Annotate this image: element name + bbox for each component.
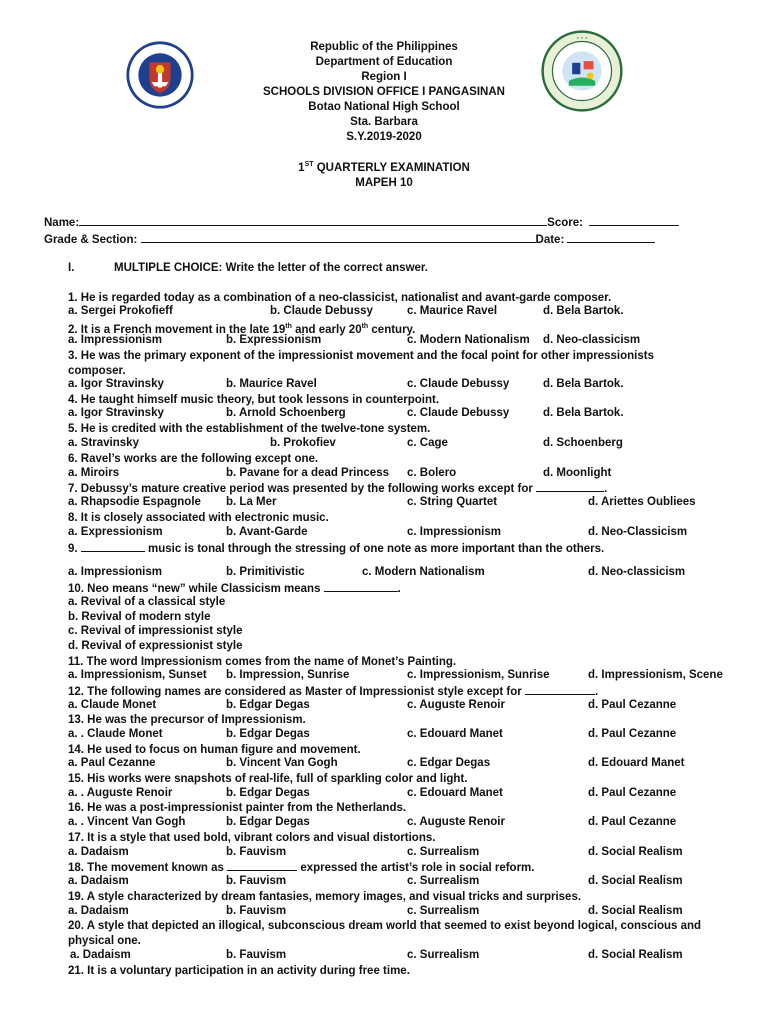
option-a: a. Miroirs (68, 467, 120, 479)
date-label: Date: (535, 234, 565, 246)
question-7-options (68, 496, 728, 511)
question-9-text: 9. (68, 543, 81, 555)
option-c: c. Revival of impressionist style (68, 625, 243, 637)
option-a: a. Impressionism (68, 334, 162, 346)
header-line: Sta. Barbara (350, 116, 418, 128)
option-a: a. . Auguste Renoir (68, 787, 173, 799)
question-18-text: 18. The movement known as (68, 862, 228, 874)
header-line: SCHOOLS DIVISION OFFICE I PANGASINAN (263, 86, 505, 98)
option-b: b. Edgar Degas (226, 699, 310, 711)
option-c: c. Impressionism, Sunrise (407, 669, 550, 681)
option-b: b. La Mer (226, 496, 277, 508)
option-a: a. Revival of a classical style (68, 596, 226, 608)
option-d: d. Bela Bartok. (543, 407, 624, 419)
option-c: c. Edgar Degas (407, 757, 491, 769)
option-c: c. Claude Debussy (407, 407, 510, 419)
option-c: c. Modern Nationalism (407, 334, 530, 346)
option-b: b. Edgar Degas (226, 816, 310, 828)
header-line: Republic of the Philippines (310, 41, 458, 53)
question-12-text: 12. The following names are considered as Master of Impressionist style except for (68, 686, 525, 698)
option-a: a. Igor Stravinsky (68, 378, 164, 390)
question-12 (68, 684, 728, 700)
question-12-options (68, 699, 728, 714)
question-18-options (68, 875, 728, 890)
question-6: 6. Ravel’s works are the following except one. (68, 453, 319, 465)
exam-title-sup: ST (304, 161, 314, 168)
option-c: c. Cage (407, 437, 448, 449)
option-a: a. . Vincent Van Gogh (68, 816, 186, 828)
option-c: c. Surrealism (407, 905, 480, 917)
question-14-options (68, 757, 728, 772)
option-a: a. Impressionism, Sunset (68, 669, 207, 681)
question-15: 15. His works were snapshots of real-life, full of sparkling color and light. (68, 773, 468, 785)
answer-blank (227, 860, 297, 871)
option-c: c. Surrealism (407, 846, 480, 858)
exam-title-text: QUARTERLY EXAMINATION (313, 161, 470, 174)
question-14: 14. He used to focus on human figure and movement. (68, 744, 361, 756)
question-18 (68, 860, 728, 876)
question-4: 4. He taught himself music theory, but took lessons in counterpoint. (68, 394, 440, 406)
option-b: b. Avant-Garde (226, 526, 308, 538)
part-heading (68, 262, 428, 274)
option-a: a. Igor Stravinsky (68, 407, 164, 419)
option-d: d. Neo-classicism (588, 566, 686, 578)
option-c: c. Modern Nationalism (362, 566, 485, 578)
question-19: 19. A style characterized by dream fantasies, memory images, and visual tricks and surprises. (68, 891, 582, 903)
question-17: 17. It is a style that used bold, vibrant colors and visual distortions. (68, 832, 436, 844)
name-field[interactable] (79, 215, 547, 226)
option-b: b. Claude Debussy (270, 305, 373, 317)
question-1-options (68, 305, 728, 320)
question-4-options (68, 407, 728, 422)
question-15-options (68, 787, 728, 802)
option-d: d. Paul Cezanne (588, 816, 677, 828)
option-b: b. Maurice Ravel (226, 378, 317, 390)
question-7-text: . (604, 483, 608, 495)
option-a: a. Dadaism (70, 949, 131, 961)
option-c: c. Edouard Manet (407, 728, 503, 740)
question-21: 21. It is a voluntary participation in an activity during free time. (68, 965, 410, 977)
option-b: b. Arnold Schoenberg (226, 407, 346, 419)
question-8-options (68, 526, 728, 541)
option-b: b. Fauvism (226, 949, 287, 961)
question-9 (68, 541, 728, 557)
option-b: b. Vincent Van Gogh (226, 757, 338, 769)
option-d: d. Social Realism (588, 949, 683, 961)
option-c: c. Impressionism (407, 526, 501, 538)
exam-title-number: 1 (298, 161, 305, 174)
header-line: S.Y.2019-2020 (346, 131, 422, 143)
exam-subject: MAPEH 10 (355, 176, 413, 189)
question-9-text: music is tonal through the stressing of one note as more important than the others. (144, 543, 605, 555)
option-a: a. Impressionism (68, 566, 162, 578)
question-20-options (68, 949, 728, 964)
question-12-text: . (594, 686, 599, 698)
option-a: a. Sergei Prokofieff (68, 305, 173, 317)
sup: th (285, 323, 292, 330)
option-c: c. Surrealism (407, 875, 480, 887)
question-9-options (68, 566, 728, 581)
grade-section-label: Grade & Section: (44, 234, 138, 246)
grade-section-field[interactable] (141, 232, 536, 243)
question-18-text: expressed the artist’s role in social reform. (297, 862, 535, 874)
question-8: 8. It is closely associated with electronic music. (68, 512, 329, 524)
option-d: d. Social Realism (588, 875, 683, 887)
name-label: Name: (44, 217, 80, 229)
date-field[interactable] (567, 232, 655, 243)
question-3-options (68, 378, 728, 393)
option-b: b. Edgar Degas (226, 728, 310, 740)
question-11-options (68, 669, 728, 684)
option-b: b. Expressionism (226, 334, 322, 346)
question-16: 16. He was a post-impressionist painter from the Netherlands. (68, 802, 407, 814)
option-b: b. Fauvism (226, 846, 287, 858)
option-d: d. Paul Cezanne (588, 787, 677, 799)
question-13: 13. He was the precursor of Impressionism. (68, 714, 306, 726)
question-2-text: 2. It is a French movement in the late 19 (68, 323, 286, 336)
question-1: 1. He is regarded today as a combination of a neo-classicist, nationalist and avant-garde composer. (68, 292, 612, 304)
question-6-options (68, 467, 728, 482)
exam-title (0, 157, 768, 191)
option-b: b. Pavane for a dead Princess (226, 467, 389, 479)
question-7 (68, 481, 728, 497)
score-field[interactable] (589, 215, 679, 226)
option-d: d. Schoenberg (543, 437, 623, 449)
option-c: c. Edouard Manet (407, 787, 503, 799)
option-d: d. Bela Bartok. (543, 305, 624, 317)
option-d: d. Paul Cezanne (588, 728, 677, 740)
question-7-text: 7. Debussy’s mature creative period was presented by the following works except for (68, 483, 537, 495)
option-d: d. Social Realism (588, 905, 683, 917)
option-a: a. Claude Monet (68, 699, 157, 711)
option-d: d. Paul Cezanne (588, 699, 677, 711)
question-2-text: century. (368, 323, 416, 336)
header-line: Department of Education (315, 56, 453, 68)
option-d: d. Edouard Manet (588, 757, 685, 769)
option-b: b. Edgar Degas (226, 787, 310, 799)
svg-text:· · ·: · · · (576, 35, 588, 42)
header-line: Botao National High School (308, 101, 460, 113)
option-b: b. Impression, Sunrise (226, 669, 350, 681)
question-5-options (68, 437, 728, 452)
option-d: d. Impressionism, Scene (588, 669, 723, 681)
option-d: d. Moonlight (543, 467, 612, 479)
option-b: b. Revival of modern style (68, 611, 211, 623)
answer-blank (81, 541, 145, 552)
option-a: a. . Claude Monet (68, 728, 163, 740)
option-d: d. Bela Bartok. (543, 378, 624, 390)
option-d: d. Ariettes Oubliees (588, 496, 696, 508)
score-label: Score: (547, 217, 583, 229)
option-d: d. Revival of expressionist style (68, 640, 243, 652)
question-13-options (68, 728, 728, 743)
option-a: a. Rhapsodie Espagnole (68, 496, 201, 508)
option-b: b. Fauvism (226, 875, 287, 887)
question-2-text: and early 20 (291, 323, 362, 336)
question-19-options (68, 905, 728, 920)
question-10 (68, 581, 728, 597)
option-b: b. Fauvism (226, 905, 287, 917)
question-20: 20. A style that depicted an illogical, subconscious dream world that seemed to exist beyond logical, conscious and physical one. (68, 920, 702, 947)
sup: th (361, 323, 369, 330)
option-d: d. Social Realism (588, 846, 683, 858)
option-d: d. Neo-classicism (543, 334, 641, 346)
part-number: I. (68, 262, 75, 274)
question-10-text: . (397, 583, 401, 595)
question-2-options (68, 334, 728, 349)
answer-blank (324, 581, 398, 592)
part-instruction: MULTIPLE CHOICE: Write the letter of the correct answer. (114, 262, 428, 274)
option-a: a. Dadaism (68, 905, 129, 917)
option-c: c. Auguste Renoir (407, 816, 505, 828)
option-a: a. Expressionism (68, 526, 163, 538)
question-16-options (68, 816, 728, 831)
option-d: d. Neo-Classicism (588, 526, 688, 538)
answer-blank (536, 481, 604, 492)
option-c: c. Maurice Ravel (407, 305, 498, 317)
question-10-text: 10. Neo means “new” while Classicism means (68, 583, 324, 595)
option-b: b. Prokofiev (270, 437, 336, 449)
option-c: c. Claude Debussy (407, 378, 510, 390)
option-a: a. Dadaism (68, 875, 129, 887)
grade-date-line (44, 232, 655, 246)
option-c: c. Auguste Renoir (407, 699, 505, 711)
option-c: c. Surrealism (407, 949, 480, 961)
document-header (0, 40, 768, 145)
option-c: c. String Quartet (407, 496, 498, 508)
option-c: c. Bolero (407, 467, 457, 479)
question-17-options (68, 846, 728, 861)
header-line: Region I (361, 71, 407, 83)
option-a: a. Dadaism (68, 846, 129, 858)
question-11: 11. The word Impressionism comes from the name of Monet’s Painting. (68, 656, 457, 668)
name-score-line (44, 215, 679, 229)
option-a: a. Paul Cezanne (68, 757, 156, 769)
answer-blank (525, 684, 595, 695)
question-5: 5. He is credited with the establishment of the twelve-tone system. (68, 423, 431, 435)
question-3: 3. He was the primary exponent of the impressionist movement and the focal point for other impressionists composer. (68, 350, 654, 377)
option-a: a. Stravinsky (68, 437, 139, 449)
option-b: b. Primitivistic (226, 566, 305, 578)
